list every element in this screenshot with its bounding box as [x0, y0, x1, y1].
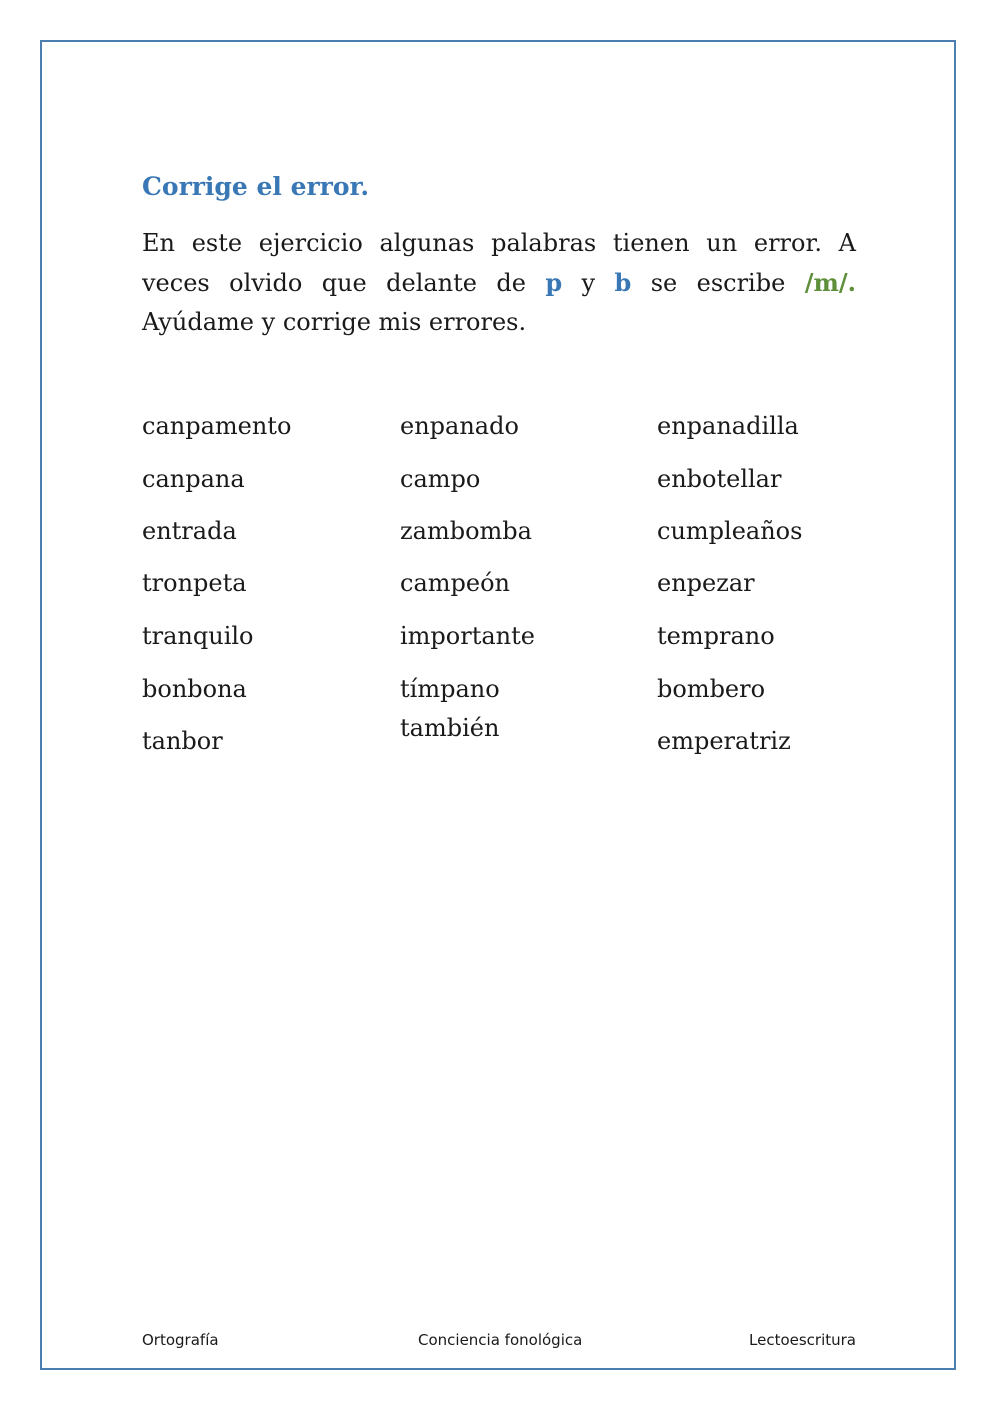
footer-left: Ortografía	[142, 1331, 219, 1349]
word-item: enpanadilla	[657, 412, 799, 440]
footer-center: Conciencia fonológica	[418, 1331, 583, 1349]
word-item: emperatriz	[657, 727, 791, 755]
instructions-text-1: En este ejercicio algunas palabras tienen un error. A veces olvido que delante de	[142, 229, 856, 297]
word-item: temprano	[657, 622, 775, 650]
word-item: canpana	[142, 465, 245, 493]
word-item: enbotellar	[657, 465, 782, 493]
word-item: campo	[400, 465, 481, 493]
word-item: importante	[400, 622, 535, 650]
word-item: canpamento	[142, 412, 292, 440]
instructions-text-2: se escribe	[631, 269, 805, 297]
word-item: enpezar	[657, 569, 755, 597]
instructions-conj: y	[562, 269, 615, 297]
word-item: bombero	[657, 675, 766, 703]
word-item: cumpleaños	[657, 517, 803, 545]
word-item: tronpeta	[142, 569, 247, 597]
word-item: tranquilo	[142, 622, 254, 650]
page-title: Corrige el error.	[142, 172, 370, 201]
word-item: enpanado	[400, 412, 519, 440]
word-item: tanbor	[142, 727, 223, 755]
word-item: entrada	[142, 517, 237, 545]
word-item: bonbona	[142, 675, 247, 703]
instructions-paragraph	[142, 224, 856, 342]
word-item: campeón	[400, 569, 510, 597]
letter-m: /m/.	[804, 268, 856, 297]
letter-p: p	[545, 268, 563, 297]
word-item: tímpano	[400, 675, 500, 703]
word-item: zambomba	[400, 517, 532, 545]
word-item: también	[400, 714, 500, 742]
instructions-text-3: Ayúdame y corrige mis errores.	[142, 308, 527, 336]
footer-right: Lectoescritura	[749, 1331, 856, 1349]
letter-b: b	[614, 268, 632, 297]
